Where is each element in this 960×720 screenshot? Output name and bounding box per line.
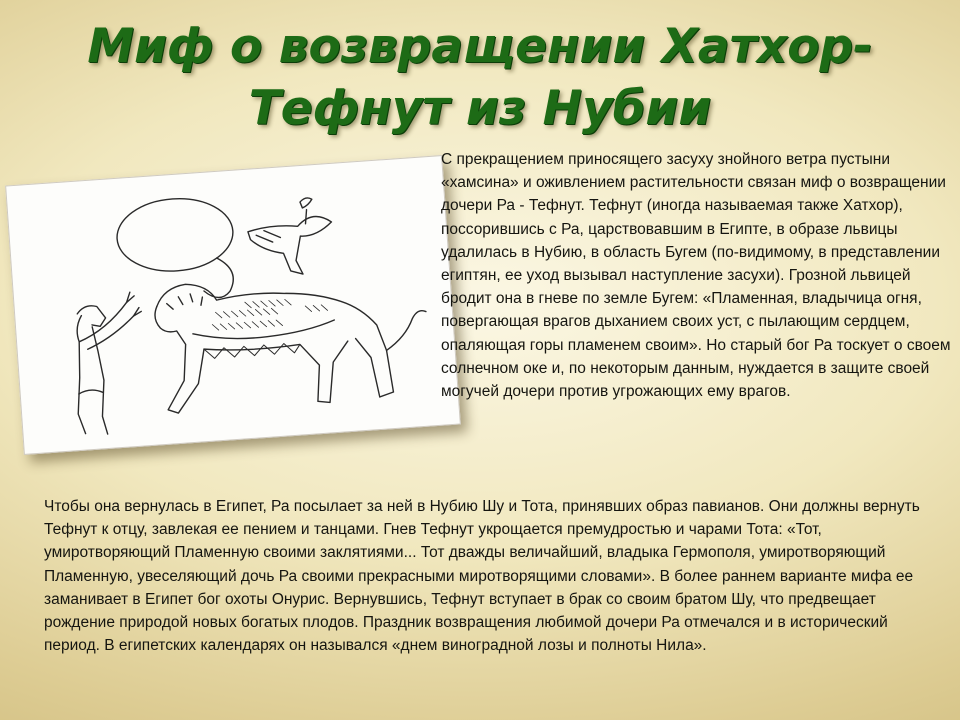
speech-bubble-icon (115, 195, 238, 304)
slide-title-line-2: Тефнут из Нубии (248, 81, 712, 136)
lioness-icon (153, 268, 432, 415)
baboon-figure-icon (70, 291, 150, 436)
myth-paragraph-2: Чтобы она вернулась в Египет, Ра посылает за ней в Нубию Шу и Тота, принявших образ павианов. Они должны вернуть Тефнут к отцу, завлекая ее пением и танцами. Гнев Тефнут укрощается премудростью и чарами Тота: «Тот, умиротворяющий Пламенную своими заклятиями... Тот дважды величайший, владыка Гермополя, умиротворяющий Пламенную, увеселяющий дочь Ра своими прекрасными миротворящими словами». В более раннем варианте мифа ее заманивает в Египет бог охоты Онурис. Вернувшись, Тефнут вступает в брак со своим братом Шу, что предвещает рождение природой новых богатых плодов. Праздник возвращения любимой дочери Ра отмечался и в исторический период. В египетских календарях он назывался «днем виноградной лозы и полноты Нила». (44, 498, 920, 655)
vulture-icon (246, 196, 335, 277)
myth-paragraph-1: С прекращением приносящего засуху знойного ветра пустыни «хамсина» и оживлением растительности связан миф о возвращении дочери Ра - Тефнут. Тефнут (иногда называемая также Хатхор), поссорившись с Ра, царствовавшим в Египте, в образе львицы удалилась в Нубию, в область Бугем (по-видимому, в представлении египтян, ее уход вызывал наступление засухи). Грозной львицей бродит она в гневе по земле Бугем: «Пламенная, владычица огня, повергающая врагов дыханием своих уст, с пылающим сердцем, опаляющая горы пламенем своим». Но старый бог Ра тоскует о своем солнечном оке и, по некоторым данным, нуждается в защите своей могучей дочери против угрожающих ему врагов. (441, 151, 951, 401)
slide-title-line-1: Миф о возвращении Хатхор- (87, 19, 873, 74)
illustration-frame (5, 155, 461, 455)
egyptian-drawing-icon (6, 156, 460, 454)
slide-title (0, 16, 960, 140)
